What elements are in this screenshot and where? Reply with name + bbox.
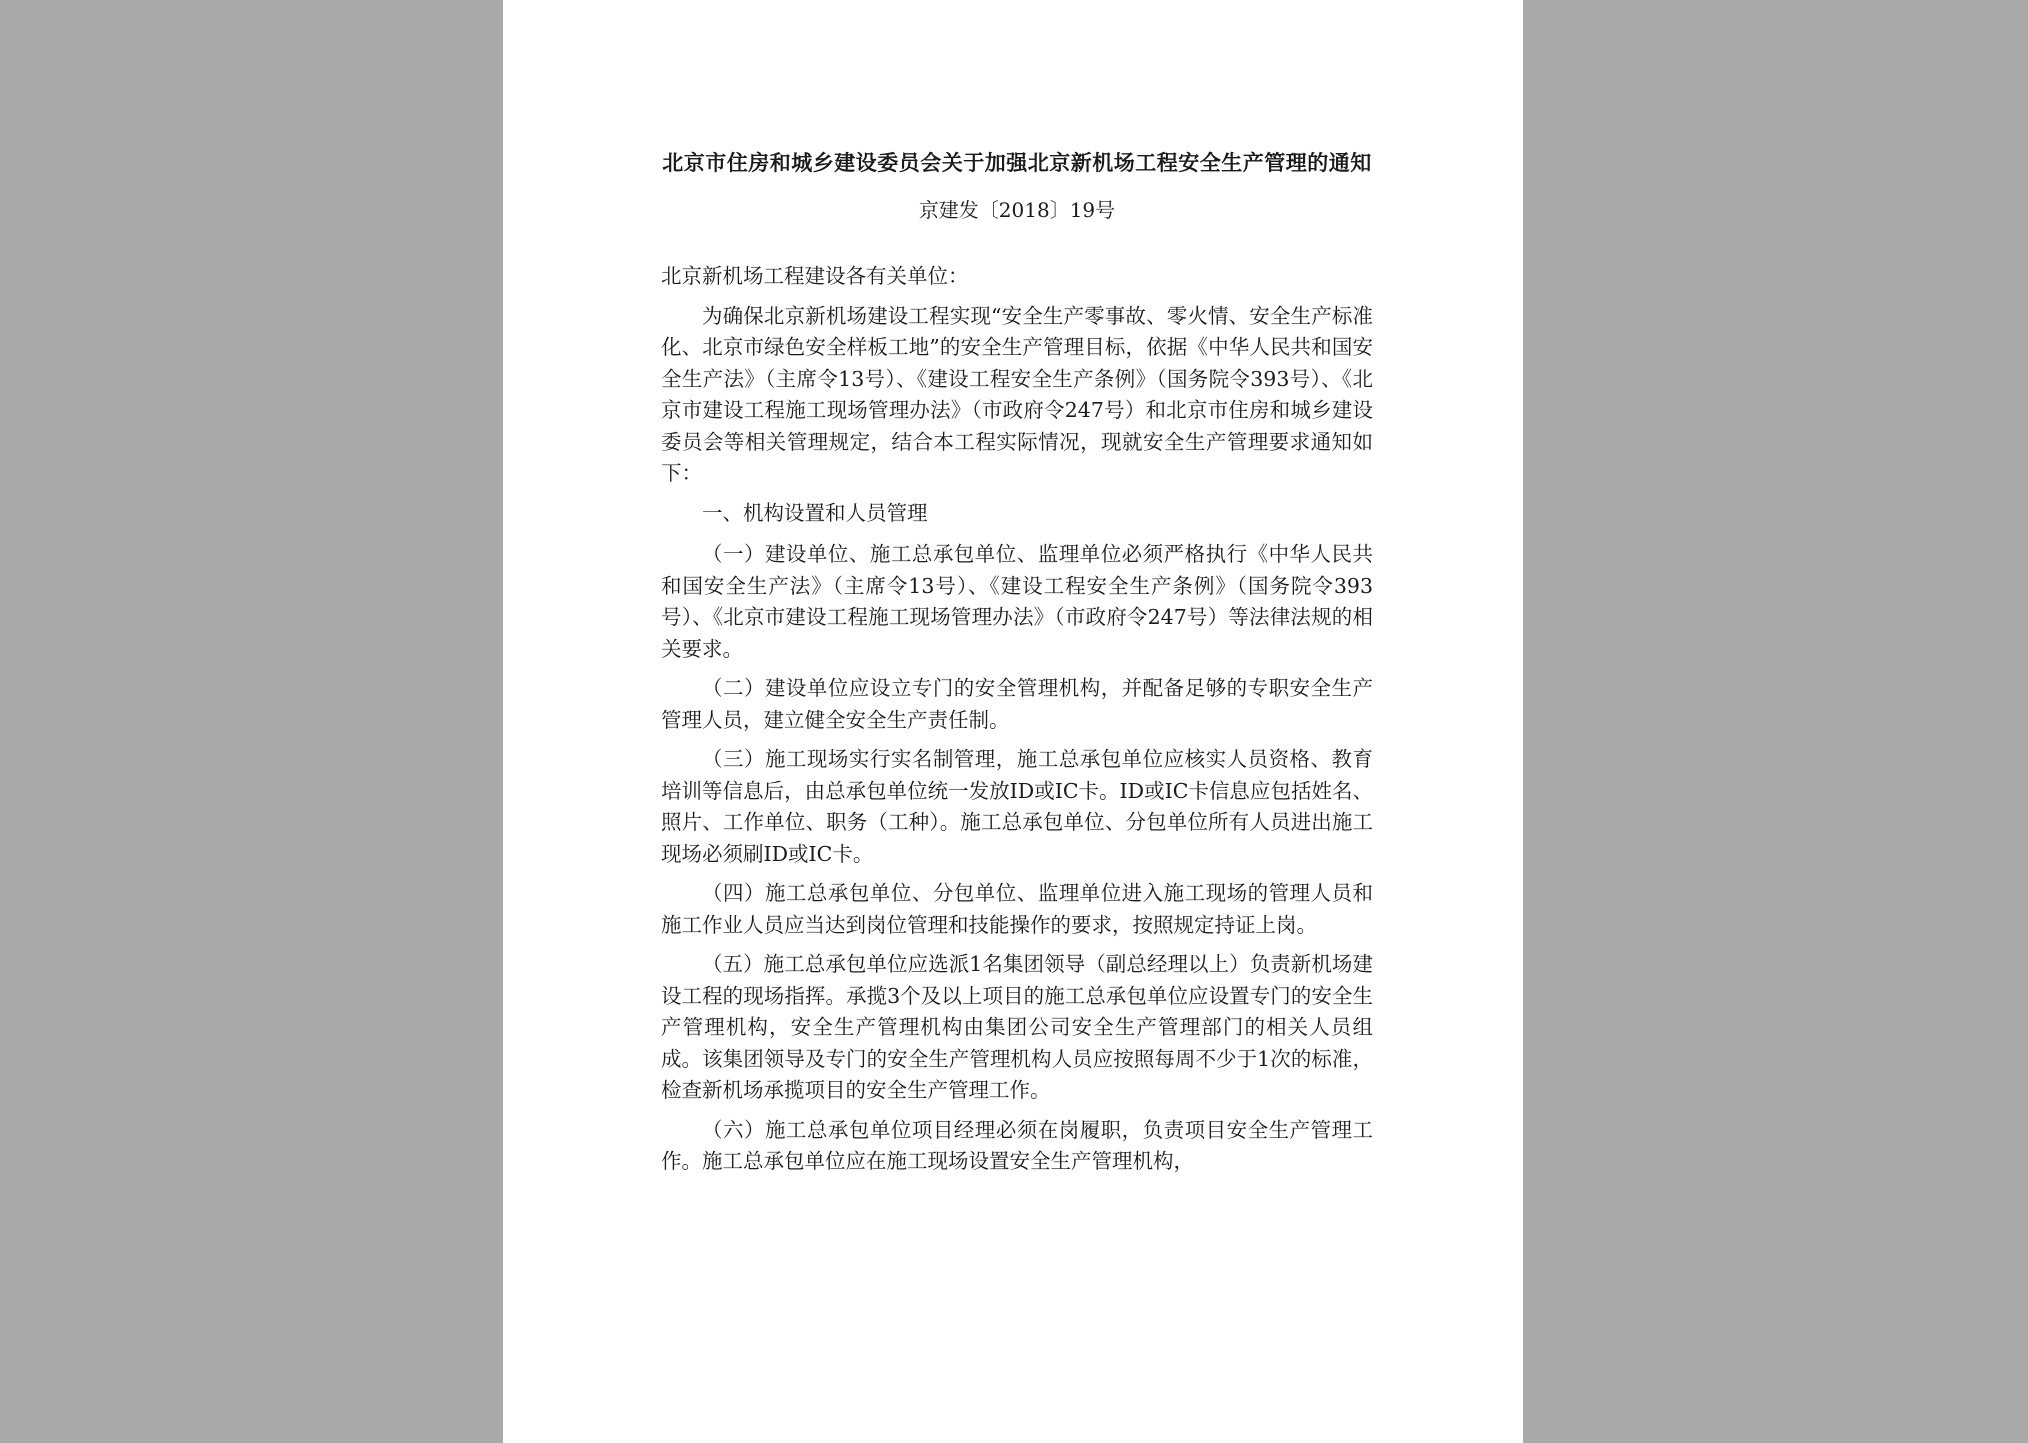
- item-paragraph: （三）施工现场实行实名制管理，施工总承包单位应核实人员资格、教育培训等信息后，由总承包单位统一发放ID或IC卡。ID或IC卡信息应包括姓名、照片、工作单位、职务（工种）。施工总承包单位、分包单位所有人员进出施工现场必须刷ID或IC卡。: [661, 747, 1373, 866]
- addressee: 北京新机场工程建设各有关单位：: [661, 264, 969, 288]
- section-heading: 一、机构设置和人员管理: [702, 500, 928, 525]
- item-paragraph: （六）施工总承包单位项目经理必须在岗履职，负责项目安全生产管理工作。施工总承包单位应在施工现场设置安全生产管理机构，: [661, 1117, 1373, 1173]
- item-paragraph: （二）建设单位应设立专门的安全管理机构，并配备足够的专职安全生产管理人员，建立健全安全生产责任制。: [661, 676, 1373, 732]
- item-paragraph: （一）建设单位、施工总承包单位、监理单位必须严格执行《中华人民共和国安全生产法》（主席令13号）、《建设工程安全生产条例》（国务院令393号）、《北京市建设工程施工现场管理办法》（市政府令247号）等法律法规的相关要求。: [661, 542, 1373, 661]
- item-paragraph: （四）施工总承包单位、分包单位、监理单位进入施工现场的管理人员和施工作业人员应当达到岗位管理和技能操作的要求，按照规定持证上岗。: [661, 881, 1373, 937]
- document-title: 北京市住房和城乡建设委员会关于加强北京新机场工程安全生产管理的通知: [662, 151, 1372, 175]
- document-number: 京建发〔2018〕19号: [918, 198, 1116, 222]
- item-paragraph: （五）施工总承包单位应选派1名集团领导（副总经理以上）负责新机场建设工程的现场指挥。承揽3个及以上项目的施工总承包单位应设置专门的安全生产管理机构，安全生产管理机构由集团公司安全生产管理部门的相关人员组成。该集团领导及专门的安全生产管理机构人员应按照每周不少于1次的标准，检查新机场承揽项目的安全生产管理工作。: [661, 952, 1373, 1102]
- intro-paragraph: 为确保北京新机场建设工程实现“安全生产零事故、零火情、安全生产标准化、北京市绿色安全样板工地”的安全生产管理目标，依据《中华人民共和国安全生产法》（主席令13号）、《建设工程安全生产条例》（国务院令393号）、《北京市建设工程施工现场管理办法》（市政府令247号）和北京市住房和城乡建设委员会等相关管理规定，结合本工程实际情况，现就安全生产管理要求通知如下：: [661, 303, 1373, 485]
- document-page: [503, 0, 1523, 1443]
